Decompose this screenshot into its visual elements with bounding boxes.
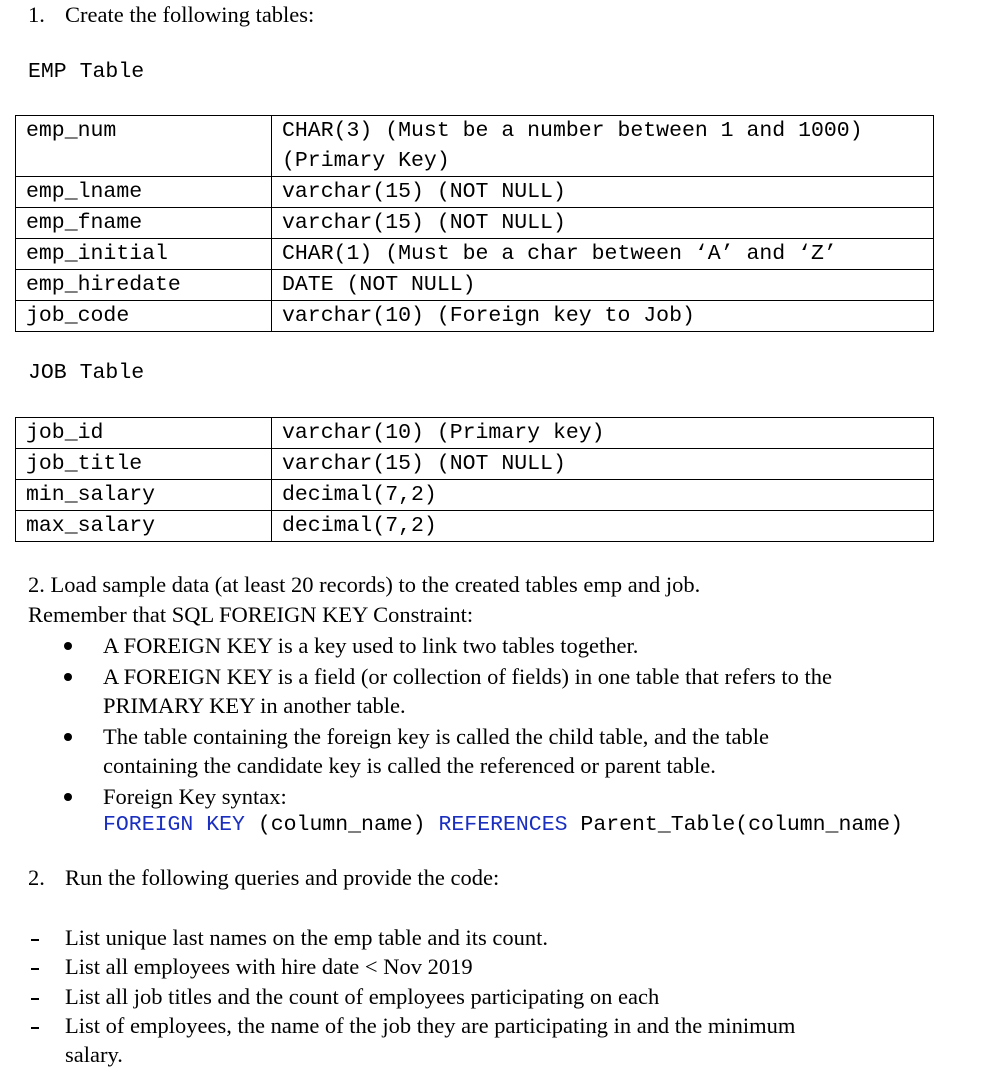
field-definition: varchar(15) (NOT NULL) <box>272 449 934 480</box>
query-item: List of employees, the name of the job they are participating in and the minimum <box>65 1013 796 1038</box>
query-item-continued: salary. <box>65 1042 123 1067</box>
job-table <box>15 417 934 542</box>
bullet-icon <box>64 673 72 681</box>
field-definition: CHAR(1) (Must be a char between ‘A’ and ‘Z’ <box>272 239 934 270</box>
bullet-icon <box>64 642 72 650</box>
bullet-icon <box>64 733 72 741</box>
dash-icon <box>31 968 39 970</box>
syntax-text: Parent_Table(column_name) <box>567 813 903 837</box>
syntax-keyword: REFERENCES <box>438 813 568 837</box>
field-definition: varchar(15) (NOT NULL) <box>272 208 934 239</box>
table-row <box>16 511 934 542</box>
field-definition: decimal(7,2) <box>272 511 934 542</box>
step2-line1: 2. Load sample data (at least 20 records) to the created tables emp and job. <box>28 572 701 597</box>
job-table-label: JOB Table <box>28 361 145 385</box>
table-row <box>16 116 934 177</box>
field-name: emp_hiredate <box>16 270 272 301</box>
table-row <box>16 418 934 449</box>
step3-number: 2. <box>28 865 45 890</box>
table-row <box>16 208 934 239</box>
field-name: emp_num <box>16 116 272 177</box>
field-definition: CHAR(3) (Must be a number between 1 and 1000) (Primary Key) <box>272 116 934 177</box>
query-item: List all employees with hire date < Nov 2019 <box>65 954 473 979</box>
step3-title: Run the following queries and provide the code: <box>65 865 500 890</box>
syntax-keyword: FOREIGN KEY <box>103 813 245 837</box>
query-item: List unique last names on the emp table and its count. <box>65 925 549 950</box>
bullet-text-continued: PRIMARY KEY in another table. <box>103 693 406 718</box>
table-row <box>16 177 934 208</box>
dash-icon <box>31 998 39 1000</box>
table-row <box>16 301 934 332</box>
dash-icon <box>31 1027 39 1029</box>
field-definition: varchar(10) (Primary key) <box>272 418 934 449</box>
field-name: job_title <box>16 449 272 480</box>
foreign-key-syntax <box>103 810 903 840</box>
bullet-text: A FOREIGN KEY is a field (or collection of fields) in one table that refers to the <box>103 664 832 689</box>
emp-table-label: EMP Table <box>28 60 145 84</box>
field-name: job_code <box>16 301 272 332</box>
field-name: emp_lname <box>16 177 272 208</box>
field-definition: varchar(10) (Foreign key to Job) <box>272 301 934 332</box>
table-row <box>16 239 934 270</box>
table-row <box>16 480 934 511</box>
field-definition: varchar(15) (NOT NULL) <box>272 177 934 208</box>
field-definition: DATE (NOT NULL) <box>272 270 934 301</box>
step2-line2: Remember that SQL FOREIGN KEY Constraint: <box>28 602 474 627</box>
field-definition: decimal(7,2) <box>272 480 934 511</box>
field-name: max_salary <box>16 511 272 542</box>
emp-table <box>15 115 934 332</box>
field-name: emp_initial <box>16 239 272 270</box>
bullet-text: Foreign Key syntax: <box>103 784 287 809</box>
bullet-icon <box>64 793 72 801</box>
dash-icon <box>31 939 39 941</box>
query-item: List all job titles and the count of employees participating on each <box>65 984 660 1009</box>
field-name: job_id <box>16 418 272 449</box>
table-row <box>16 449 934 480</box>
field-name: min_salary <box>16 480 272 511</box>
step1-title: Create the following tables: <box>65 2 315 27</box>
bullet-text: The table containing the foreign key is called the child table, and the table <box>103 724 770 749</box>
table-row <box>16 270 934 301</box>
field-name: emp_fname <box>16 208 272 239</box>
step1-number: 1. <box>28 2 45 27</box>
bullet-text: A FOREIGN KEY is a key used to link two tables together. <box>103 633 639 658</box>
bullet-text-continued: containing the candidate key is called the referenced or parent table. <box>103 753 716 778</box>
syntax-text: (column_name) <box>244 813 439 837</box>
